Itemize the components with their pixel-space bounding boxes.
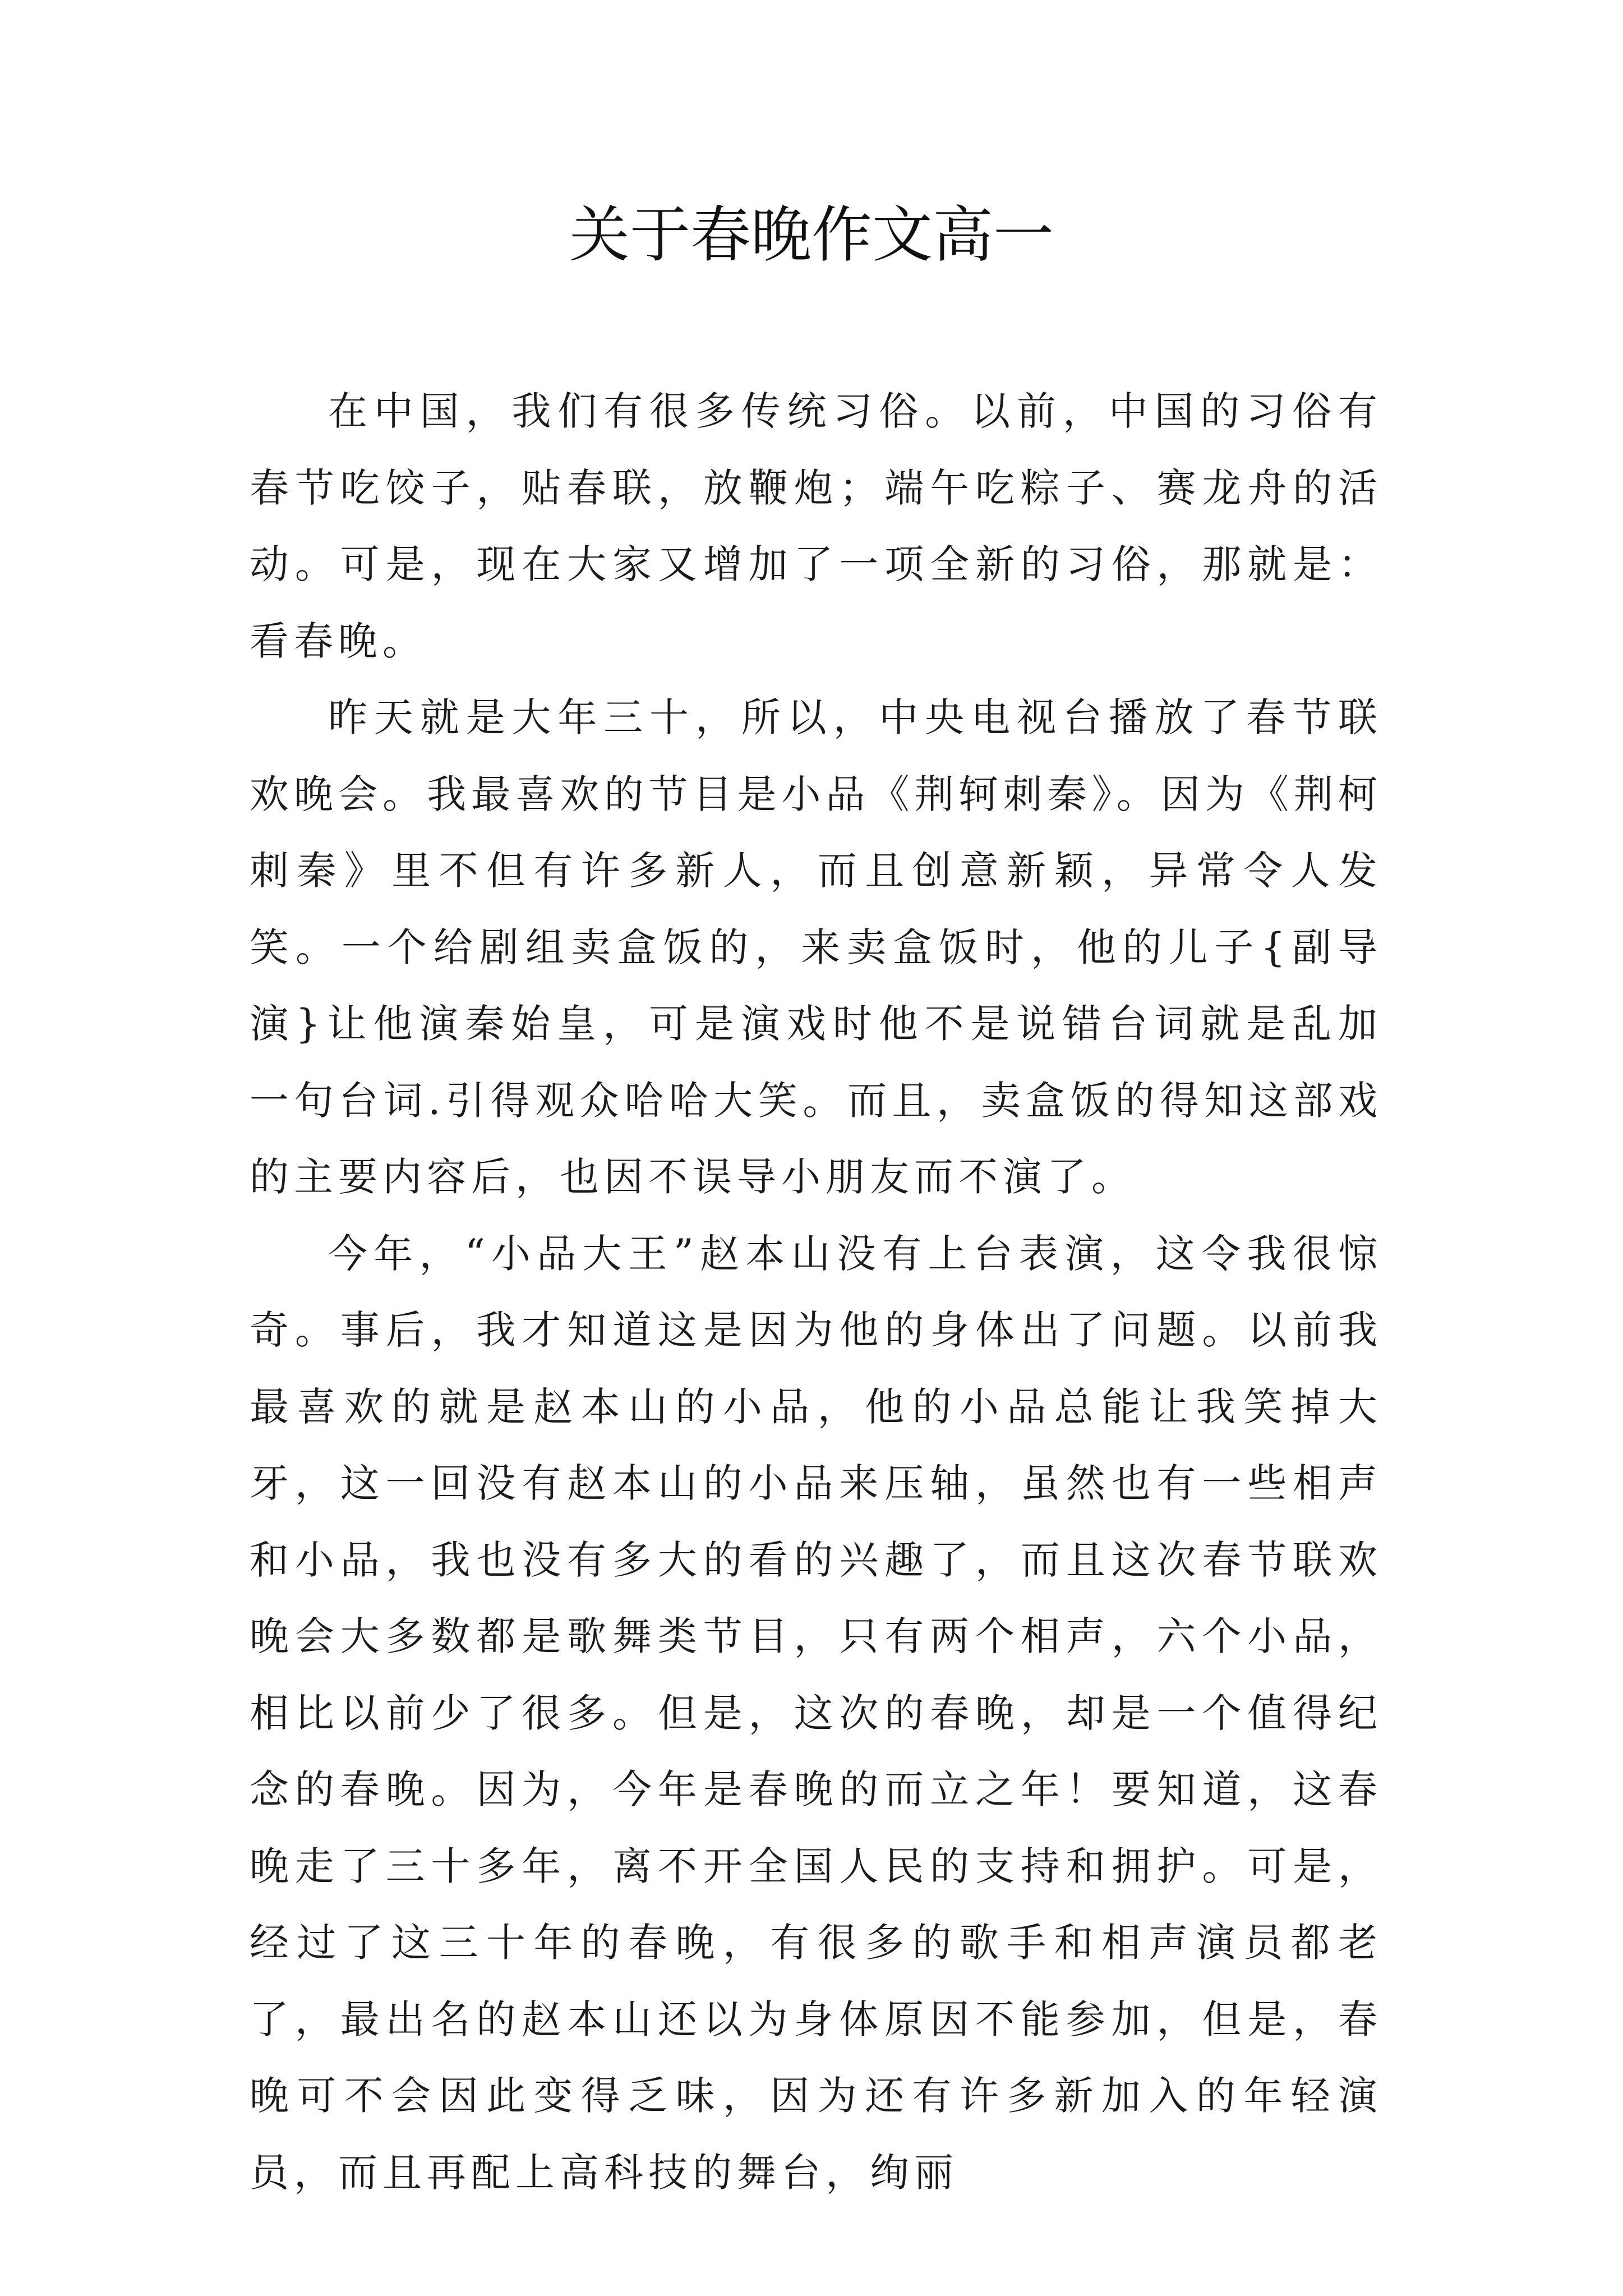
paragraph-2: 昨天就是大年三十，所以，中央电视台播放了春节联欢晚会。我最喜欢的节目是小品《荆轲刺秦》。因为《荆柯刺秦》里不但有许多新人，而且创意新颖，异常令人发笑。一个给剧组卖盒饭的，来卖盒饭时，他的儿子{副导演}让他演秦始皇，可是演戏时他不是说错台词就是乱加一句台词.引得观众哈哈大笑。而且，卖盒饭的得知这部戏的主要内容后，也因不误导小朋友而不演了。 (250, 694, 1382, 1200)
document-body (250, 373, 1382, 2211)
paragraph-1: 在中国，我们有很多传统习俗。以前，中国的习俗有春节吃饺子，贴春联，放鞭炮；端午吃粽子、赛龙舟的活动。可是，现在大家又增加了一项全新的习俗，那就是：看春晚。 (250, 388, 1382, 664)
paragraph-3: 今年，“小品大王”赵本山没有上台表演，这令我很惊奇。事后，我才知道这是因为他的身体出了问题。以前我最喜欢的就是赵本山的小品，他的小品总能让我笑掉大牙，这一回没有赵本山的小品来压轴，虽然也有一些相声和小品，我也没有多大的看的兴趣了，而且这次春节联欢晚会大多数都是歌舞类节目，只有两个相声，六个小品，相比以前少了很多。但是，这次的春晚，却是一个值得纪念的春晚。因为，今年是春晚的而立之年！要知道，这春晚走了三十多年，离不开全国人民的支持和拥护。可是，经过了这三十年的春晚，有很多的歌手和相声演员都老了，最出名的赵本山还以为身体原因不能参加，但是，春晚可不会因此变得乏味，因为还有许多新加入的年轻演员，而且再配上高科技的舞台，绚丽 (250, 1230, 1382, 2196)
document-title: 关于春晚作文高一 (569, 200, 1054, 270)
